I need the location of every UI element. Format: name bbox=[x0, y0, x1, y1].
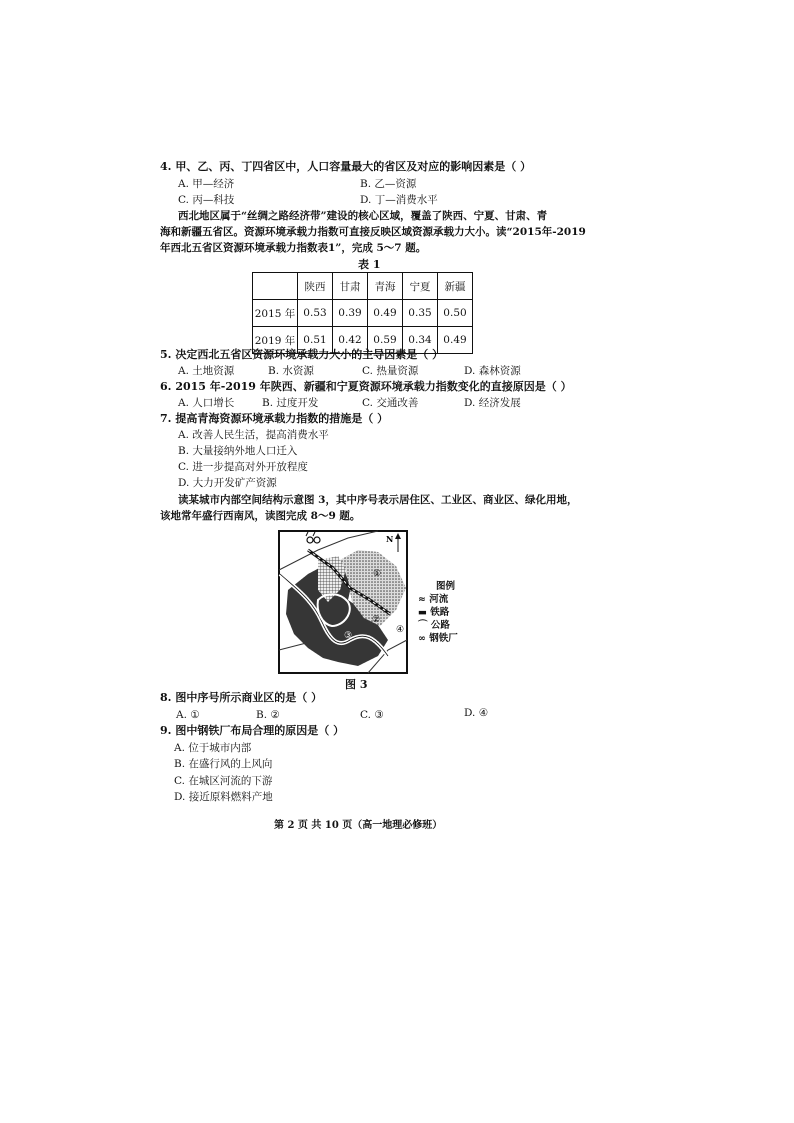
legend-item-road bbox=[418, 619, 458, 632]
map-legend bbox=[418, 580, 458, 645]
legend-label: 公路 bbox=[430, 620, 450, 631]
q6-option-d: D. 经济发展 bbox=[464, 397, 521, 409]
page-footer: 第 2 页 共 10 页（高一地理必修班） bbox=[274, 820, 443, 831]
svg-text:N: N bbox=[386, 534, 394, 544]
q4-stem: 4. 甲、乙、丙、丁四省区中，人口容量最大的省区及对应的影响因素是（ ） bbox=[160, 160, 532, 173]
city-structure-map bbox=[278, 530, 408, 674]
q5-option-c: C. 热量资源 bbox=[362, 365, 419, 377]
q4-option-d: D. 丁—消费水平 bbox=[360, 194, 438, 206]
table-cell: 0.53 bbox=[298, 300, 333, 327]
q5-option-a: A. 土地资源 bbox=[178, 365, 235, 377]
intro1-line-3: 年西北五省区资源环境承载力指数表1”，完成 5～7 题。 bbox=[160, 242, 427, 254]
table1-caption: 表 1 bbox=[358, 258, 381, 271]
table-cell: 0.49 bbox=[438, 327, 473, 354]
label-4: ④ bbox=[396, 625, 405, 635]
q6-option-c: C. 交通改善 bbox=[362, 397, 419, 409]
legend-label: 钢铁厂 bbox=[429, 633, 458, 644]
resource-capacity-table bbox=[252, 272, 473, 354]
label-1: ① bbox=[373, 569, 382, 579]
figure3-caption: 图 3 bbox=[345, 678, 368, 691]
legend-item-steel-mill bbox=[418, 632, 458, 645]
table-row bbox=[253, 300, 473, 327]
q7-option-b: B. 大量接纳外地人口迁入 bbox=[178, 445, 298, 457]
table-header-cell: 陕西 bbox=[298, 273, 333, 300]
q6-stem: 6. 2015 年-2019 年陕西、新疆和宁夏资源环境承载力指数变化的直接原因是（ ） bbox=[160, 380, 572, 393]
q9-option-d: D. 接近原料燃料产地 bbox=[174, 791, 273, 803]
q4-option-c: C. 丙—科技 bbox=[178, 194, 235, 206]
steel-mill-icon: ∞ bbox=[418, 633, 426, 644]
table-cell: 0.51 bbox=[298, 327, 333, 354]
river-icon: ≈ bbox=[418, 594, 426, 605]
q4-option-a: A. 甲—经济 bbox=[178, 178, 235, 190]
q8-option-d: D. ④ bbox=[464, 707, 489, 719]
road-icon: ⌒ bbox=[418, 620, 428, 631]
q8-option-c: C. ③ bbox=[360, 709, 384, 721]
railway-icon: ▬ bbox=[418, 607, 427, 618]
table-cell: 0.50 bbox=[438, 300, 473, 327]
legend-label: 河流 bbox=[429, 594, 449, 605]
q5-stem: 5. 决定西北五省区资源环境承载力大小的主导因素是（ ） bbox=[160, 348, 444, 361]
table-corner-cell bbox=[253, 273, 298, 300]
intro1-line-1: 西北地区属于“丝绸之路经济带”建设的核心区域，覆盖了陕西、宁夏、甘肃、青 bbox=[178, 210, 548, 222]
table-row-header: 2015 年 bbox=[253, 300, 298, 327]
q8-option-b: B. ② bbox=[256, 709, 280, 721]
table-header-row bbox=[253, 273, 473, 300]
intro2-line-1: 读某城市内部空间结构示意图 3，其中序号表示居住区、工业区、商业区、绿化用地， bbox=[178, 494, 578, 506]
legend-item-river bbox=[418, 593, 458, 606]
q4-option-b: B. 乙—资源 bbox=[360, 178, 417, 190]
table-row-header: 2019 年 bbox=[253, 327, 298, 354]
table-header-cell: 新疆 bbox=[438, 273, 473, 300]
legend-label: 铁路 bbox=[430, 607, 450, 618]
q9-option-b: B. 在盛行风的上风向 bbox=[174, 758, 273, 770]
q6-option-b: B. 过度开发 bbox=[262, 397, 319, 409]
legend-title: 图例 bbox=[436, 581, 456, 592]
q7-option-d: D. 大力开发矿产资源 bbox=[178, 477, 277, 489]
q7-option-a: A. 改善人民生活，提高消费水平 bbox=[178, 429, 329, 441]
table-cell: 0.42 bbox=[333, 327, 368, 354]
table-cell: 0.49 bbox=[368, 300, 403, 327]
q9-stem: 9. 图中钢铁厂布局合理的原因是（ ） bbox=[160, 724, 345, 737]
q9-option-a: A. 位于城市内部 bbox=[174, 742, 252, 754]
q6-option-a: A. 人口增长 bbox=[178, 397, 235, 409]
table-cell: 0.59 bbox=[368, 327, 403, 354]
table-cell: 0.34 bbox=[403, 327, 438, 354]
label-2: ② bbox=[372, 615, 381, 625]
table-cell: 0.39 bbox=[333, 300, 368, 327]
intro1-line-2: 海和新疆五省区。资源环境承载力指数可直接反映区域资源承载力大小。读“2015年-2019 bbox=[160, 226, 586, 238]
q8-option-a: A. ① bbox=[176, 709, 200, 721]
table-header-cell: 青海 bbox=[368, 273, 403, 300]
legend-item-railway bbox=[418, 606, 458, 619]
table-header-cell: 甘肃 bbox=[333, 273, 368, 300]
table-cell: 0.35 bbox=[403, 300, 438, 327]
q8-stem: 8. 图中序号所示商业区的是（ ） bbox=[160, 691, 323, 704]
q9-option-c: C. 在城区河流的下游 bbox=[174, 775, 273, 787]
q7-option-c: C. 进一步提高对外开放程度 bbox=[178, 461, 308, 473]
table-header-cell: 宁夏 bbox=[403, 273, 438, 300]
q5-option-d: D. 森林资源 bbox=[464, 365, 521, 377]
q5-option-b: B. 水资源 bbox=[268, 365, 314, 377]
intro2-line-2: 该地常年盛行西南风，读图完成 8～9 题。 bbox=[160, 510, 361, 522]
label-3: ③ bbox=[344, 631, 353, 641]
q7-stem: 7. 提高青海资源环境承载力指数的措施是（ ） bbox=[160, 412, 389, 425]
